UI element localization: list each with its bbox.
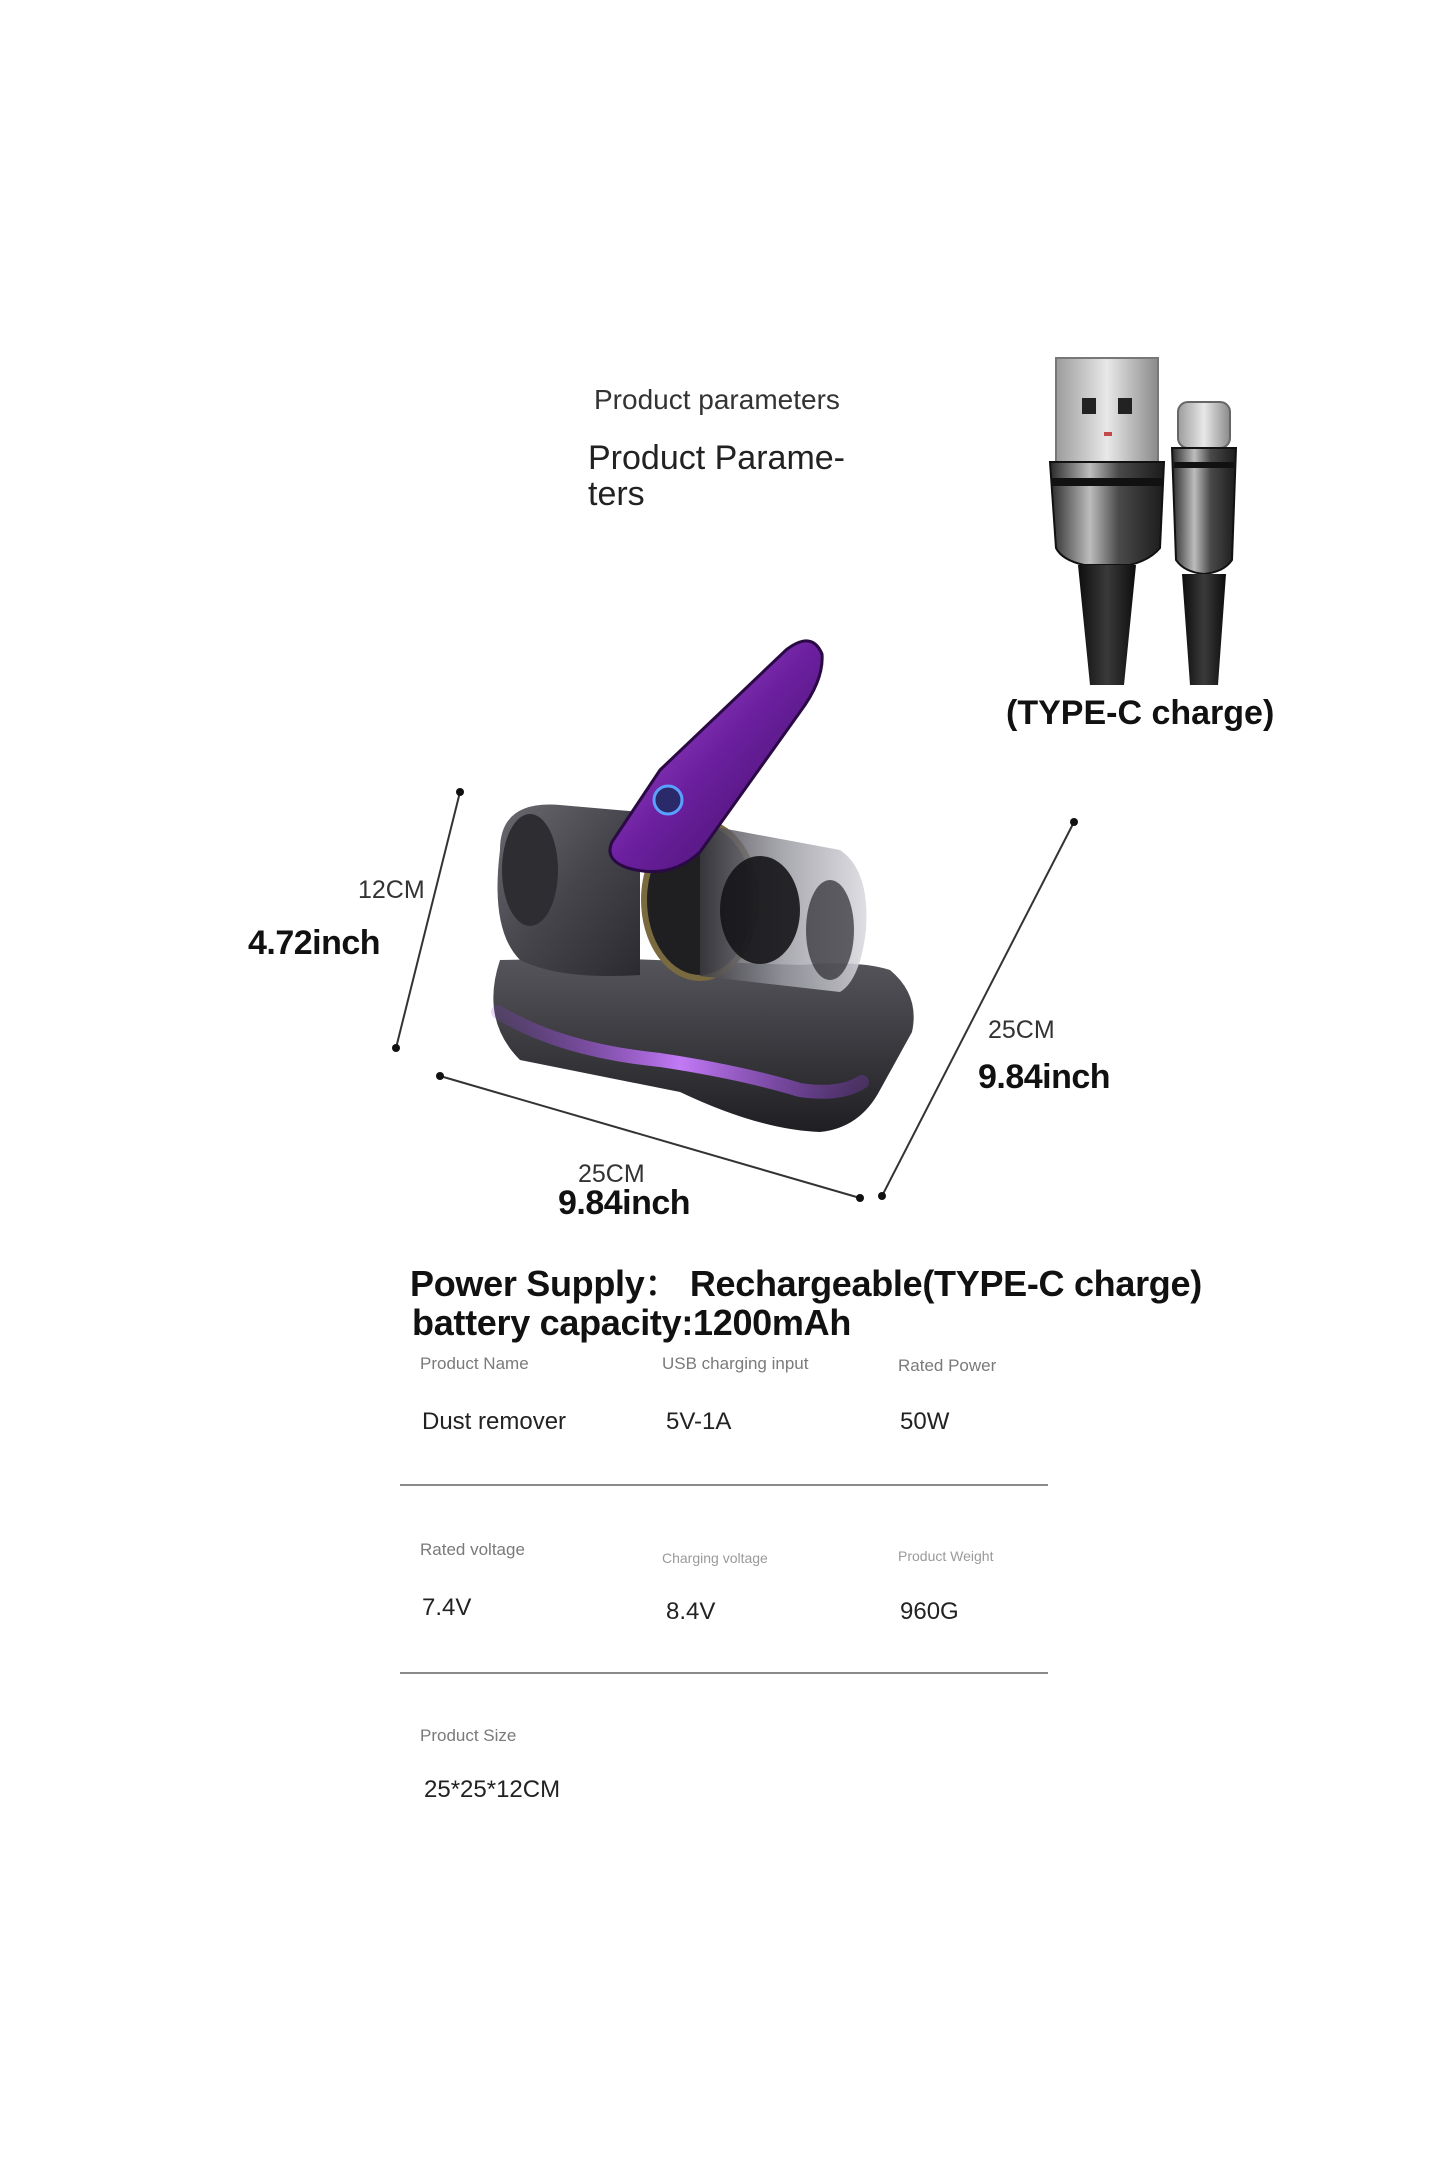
page-title: Product Parame- ters: [588, 439, 845, 513]
param-value-rated-voltage: 7.4V: [422, 1594, 472, 1621]
height-inch-label: 4.72inch: [248, 924, 381, 962]
param-label-product-name: Product Name: [420, 1354, 529, 1373]
power-button-icon: [654, 786, 682, 814]
table-divider: [400, 1484, 1048, 1486]
param-label-product-size: Product Size: [420, 1726, 517, 1745]
param-value-product-name: Dust remover: [422, 1408, 567, 1435]
param-label-product-weight: Product Weight: [898, 1548, 994, 1564]
param-value-rated-power: 50W: [900, 1408, 950, 1435]
table-divider: [400, 1672, 1048, 1674]
depth-inch-label: 9.84inch: [978, 1058, 1111, 1096]
param-label-usb-input: USB charging input: [662, 1354, 809, 1373]
depth-cm-label: 25CM: [988, 1016, 1055, 1044]
param-label-rated-voltage: Rated voltage: [420, 1540, 525, 1559]
power-supply-line: Power Supply： Rechargeable(TYPE-C charge): [410, 1263, 1202, 1304]
battery-capacity-line: battery capacity:1200mAh: [412, 1302, 852, 1343]
param-value-product-weight: 960G: [900, 1598, 959, 1625]
width-cm-label: 25CM: [578, 1160, 645, 1188]
param-value-usb-input: 5V-1A: [666, 1408, 732, 1435]
width-inch-label: 9.84inch: [558, 1184, 691, 1222]
height-dimension-line: [396, 792, 460, 1048]
charge-type-label: (TYPE-C charge): [1006, 694, 1275, 732]
height-cm-label: 12CM: [358, 876, 425, 904]
caption-product-parameters: Product parameters: [594, 384, 840, 415]
param-value-charging-voltage: 8.4V: [666, 1598, 716, 1625]
param-value-product-size: 25*25*12CM: [424, 1776, 561, 1803]
param-label-rated-power: Rated Power: [898, 1356, 997, 1375]
param-label-charging-voltage: Charging voltage: [662, 1550, 768, 1566]
